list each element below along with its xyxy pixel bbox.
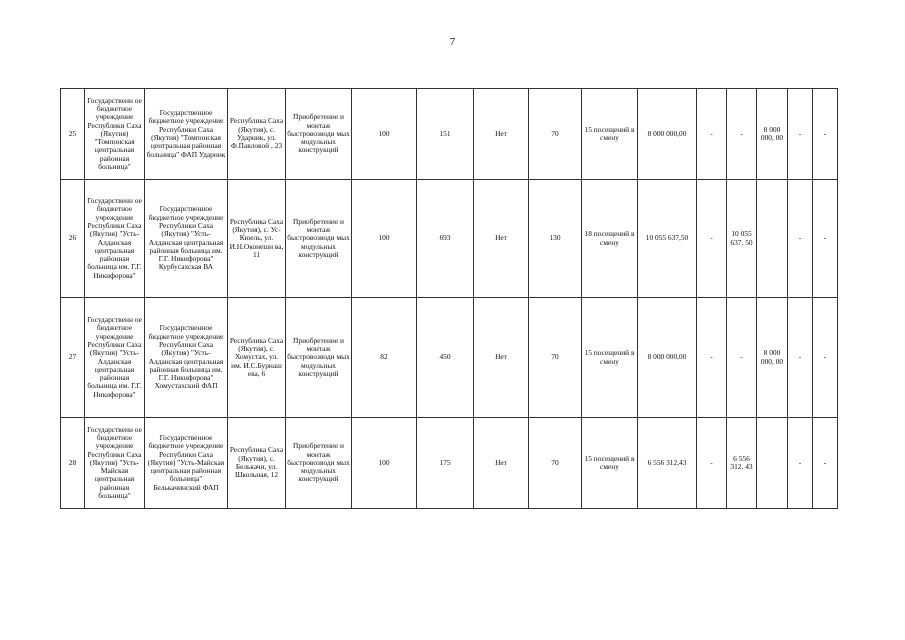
row-number: 28 [61,418,85,509]
year-cell [757,418,788,509]
table-row [61,180,838,298]
value-cell: 100 [352,89,417,180]
address-cell: Республика Саха (Якутия), с. Ударник, ул. Ф.Павловой , 23 [228,89,286,180]
value-cell: Нет [474,418,529,509]
value-cell: 450 [417,298,474,418]
table-row [61,298,838,418]
value-cell: 130 [529,180,582,298]
year-cell: - [788,298,813,418]
table-row [61,418,838,509]
value-cell: 693 [417,180,474,298]
year-cell: - [727,298,757,418]
year-cell: 10 055 637, 50 [727,180,757,298]
institution-cell: Государственн ое бюджетное учреждение Республики Саха (Якутия) "Усть-Алданская центральная районная больница им. Г.Г. Никифорова" [85,180,145,298]
address-cell: Республика Саха (Якутия), с. Хомустах, ул. им. И.С.Бурнаш ева, 6 [228,298,286,418]
institution-cell: Государственн ое бюджетное учреждение Республики Саха (Якутия) "Усть-Алданская центральная районная больница им. Г.Г. Никифорова" [85,298,145,418]
capacity-cell: 18 посещений в смену [582,180,638,298]
institution-cell: Государственн ое бюджетное учреждение Республики Саха (Якутия) "Усть-Майская центральная районная больница" [85,418,145,509]
year-cell: - [788,418,813,509]
year-cell: - [727,89,757,180]
value-cell: 70 [529,418,582,509]
year-cell: - [813,298,838,418]
value-cell: 100 [352,180,417,298]
value-cell: 151 [417,89,474,180]
value-cell: 82 [352,298,417,418]
work-type-cell: Приобретение и монтаж быстровозводи мых модульных конструкций [286,418,352,509]
cost-cell: 10 055 637,50 [638,180,697,298]
object-cell: Государственное бюджетное учреждение Республики Саха (Якутия) "Усть-Майская центральная районная больница" Белькачинский ФАП [145,418,228,509]
value-cell: Нет [474,180,529,298]
page-number: 7 [449,36,456,48]
work-type-cell: Приобретение и монтаж быстровозводи мых модульных конструкций [286,298,352,418]
year-cell: 8 000 000, 00 [757,89,788,180]
facilities-table [60,88,838,509]
value-cell: Нет [474,298,529,418]
work-type-cell: Приобретение и монтаж быстровозводи мых модульных конструкций [286,180,352,298]
institution-cell: Государственн ое бюджетное учреждение Республики Саха (Якутия) "Томпонская центральная районная больница" [85,89,145,180]
year-cell: - [697,89,727,180]
work-type-cell: Приобретение и монтаж быстровозводи мых модульных конструкций [286,89,352,180]
address-cell: Республика Саха (Якутия), с. Белькачи, ул. Школьная, 12 [228,418,286,509]
object-cell: Государственное бюджетное учреждение Республики Саха (Якутия) "Усть-Алданская центральная районная больница им. Г.Г. Никифорова" Хомустахский ФАП [145,298,228,418]
object-cell: Государственное бюджетное учреждение Республики Саха (Якутия) "Томпонская центральная районная больница" ФАП Ударник [145,89,228,180]
value-cell: 175 [417,418,474,509]
value-cell: 100 [352,418,417,509]
year-cell: - [697,418,727,509]
year-cell: - [813,180,838,298]
year-cell: - [697,298,727,418]
capacity-cell: 15 посещений в смену [582,298,638,418]
value-cell: Нет [474,89,529,180]
address-cell: Республика Саха (Якутия), с. Ус-Кюель, ул. И.Н.Оконешн ва, 11 [228,180,286,298]
year-cell: 6 556 312, 43 [727,418,757,509]
row-number: 25 [61,89,85,180]
row-number: 27 [61,298,85,418]
cost-cell: 6 556 312,43 [638,418,697,509]
year-cell: 8 000 000, 00 [757,298,788,418]
object-cell: Государственное бюджетное учреждение Республики Саха (Якутия) "Усть-Алданская центральная районная больница им. Г.Г. Никифорова" Курбусахская ВА [145,180,228,298]
year-cell: - [813,418,838,509]
year-cell: - [813,89,838,180]
table-row [61,89,838,180]
year-cell: - [697,180,727,298]
capacity-cell: 15 посещений в смену [582,418,638,509]
capacity-cell: 15 посещений в смену [582,89,638,180]
value-cell: 70 [529,298,582,418]
cost-cell: 8 000 000,00 [638,298,697,418]
row-number: 26 [61,180,85,298]
year-cell: - [788,89,813,180]
year-cell: - [788,180,813,298]
cost-cell: 8 000 000,00 [638,89,697,180]
value-cell: 70 [529,89,582,180]
year-cell [757,180,788,298]
